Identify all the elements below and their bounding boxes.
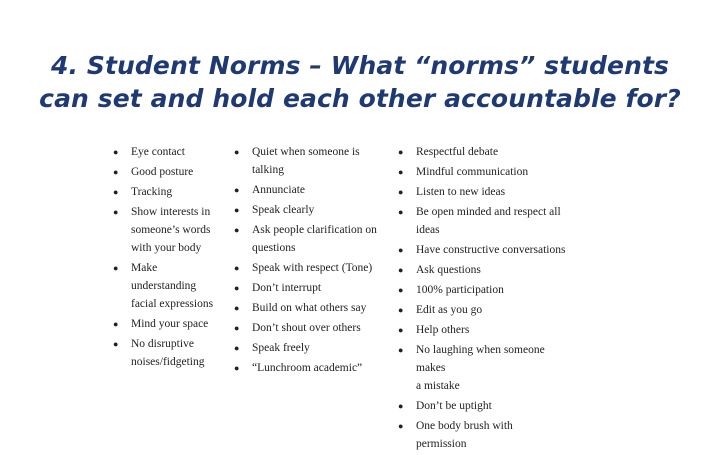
bullet-icon: ● bbox=[398, 421, 404, 431]
norm-item-text: Have constructive conversations bbox=[416, 244, 566, 256]
norm-item-text: Ask people clarification on bbox=[252, 224, 377, 236]
bullet-icon: ● bbox=[398, 187, 404, 197]
bullet-icon: ● bbox=[398, 305, 404, 315]
bullet-icon: ● bbox=[113, 339, 119, 349]
norm-item bbox=[398, 203, 566, 239]
norm-item-text: understanding bbox=[131, 280, 197, 292]
bullet-icon: ● bbox=[398, 285, 404, 295]
norm-item-text: Build on what others say bbox=[252, 302, 367, 314]
norm-item bbox=[113, 335, 216, 371]
slide-title-line-2: can set and hold each other accountable for? bbox=[39, 84, 681, 113]
norms-column-3 bbox=[398, 143, 566, 455]
norm-item bbox=[398, 321, 566, 339]
norms-column-2 bbox=[234, 143, 382, 379]
norm-item-text: Help others bbox=[416, 324, 470, 336]
norm-item-text: Be open minded and respect all bbox=[416, 206, 561, 218]
norm-item-text: Tracking bbox=[131, 186, 173, 198]
norm-item-text: One body brush with permission bbox=[416, 420, 513, 450]
norm-item bbox=[234, 319, 382, 337]
norm-item-text: Mind your space bbox=[131, 318, 209, 330]
norm-item bbox=[398, 341, 566, 395]
norms-column-1 bbox=[113, 143, 216, 373]
bullet-icon: ● bbox=[113, 263, 119, 273]
norm-item bbox=[234, 143, 382, 179]
bullet-icon: ● bbox=[398, 245, 404, 255]
norm-item-text: 100% participation bbox=[416, 284, 504, 296]
bullet-icon: ● bbox=[113, 147, 119, 157]
norm-item bbox=[113, 143, 216, 161]
bullet-icon: ● bbox=[398, 325, 404, 335]
bullet-icon: ● bbox=[113, 167, 119, 177]
slide-title bbox=[0, 49, 720, 115]
norm-item-text: with your body bbox=[131, 242, 202, 254]
norm-item bbox=[113, 315, 216, 333]
norm-item-text: ideas bbox=[416, 224, 440, 236]
norm-item bbox=[398, 301, 566, 319]
norm-item-text: Don’t shout over others bbox=[252, 322, 361, 334]
bullet-icon: ● bbox=[398, 265, 404, 275]
norm-item bbox=[113, 183, 216, 201]
norm-item bbox=[234, 359, 382, 377]
norm-item-text: Quiet when someone is talking bbox=[252, 146, 360, 176]
norm-item bbox=[234, 259, 382, 277]
norm-item-text: Good posture bbox=[131, 166, 194, 178]
bullet-icon: ● bbox=[113, 319, 119, 329]
norm-item bbox=[113, 203, 216, 257]
norm-item-text: facial expressions bbox=[131, 298, 214, 310]
norm-item bbox=[398, 163, 566, 181]
bullet-icon: ● bbox=[234, 225, 240, 235]
norm-item-text: No disruptive bbox=[131, 338, 194, 350]
slide-title-line-1: 4. Student Norms – What “norms” students bbox=[50, 51, 670, 80]
norm-item bbox=[398, 241, 566, 259]
bullet-icon: ● bbox=[234, 185, 240, 195]
norm-item-text: someone’s words bbox=[131, 224, 211, 236]
norm-item bbox=[234, 181, 382, 199]
norm-item-text: Ask questions bbox=[416, 264, 481, 276]
bullet-icon: ● bbox=[398, 401, 404, 411]
norm-item-text: No laughing when someone makes bbox=[416, 344, 545, 374]
norm-item bbox=[234, 299, 382, 317]
norm-item-text: Make bbox=[131, 262, 158, 274]
bullet-icon: ● bbox=[234, 323, 240, 333]
bullet-icon: ● bbox=[398, 167, 404, 177]
norm-item-text: noises/fidgeting bbox=[131, 356, 205, 368]
norm-item-text: questions bbox=[252, 242, 296, 254]
norm-item bbox=[398, 417, 566, 453]
norm-item bbox=[234, 221, 382, 257]
norm-item-text: a mistake bbox=[416, 380, 460, 392]
norm-item-text: “Lunchroom academic” bbox=[252, 362, 363, 374]
norm-item-text: Listen to new ideas bbox=[416, 186, 506, 198]
norm-item-text: Mindful communication bbox=[416, 166, 529, 178]
norm-item-text: Show interests in bbox=[131, 206, 211, 218]
norm-item bbox=[113, 163, 216, 181]
bullet-icon: ● bbox=[398, 147, 404, 157]
norm-item-text: Don’t interrupt bbox=[252, 282, 322, 294]
bullet-icon: ● bbox=[234, 263, 240, 273]
bullet-icon: ● bbox=[234, 363, 240, 373]
bullet-icon: ● bbox=[234, 283, 240, 293]
norm-item bbox=[234, 339, 382, 357]
norm-item-text: Don’t be uptight bbox=[416, 400, 492, 412]
norm-item bbox=[234, 201, 382, 219]
bullet-icon: ● bbox=[234, 205, 240, 215]
norm-item-text: Eye contact bbox=[131, 146, 185, 158]
norm-item-text: Speak freely bbox=[252, 342, 310, 354]
bullet-icon: ● bbox=[113, 207, 119, 217]
bullet-icon: ● bbox=[234, 343, 240, 353]
bullet-icon: ● bbox=[398, 345, 404, 355]
norm-item bbox=[398, 397, 566, 415]
bullet-icon: ● bbox=[234, 303, 240, 313]
norm-item-text: Speak clearly bbox=[252, 204, 315, 216]
bullet-icon: ● bbox=[234, 147, 240, 157]
norm-item bbox=[234, 279, 382, 297]
norm-item bbox=[398, 183, 566, 201]
bullet-icon: ● bbox=[113, 187, 119, 197]
norm-item bbox=[113, 259, 216, 313]
norm-item-text: Respectful debate bbox=[416, 146, 499, 158]
norm-item-text: Speak with respect (Tone) bbox=[252, 262, 373, 274]
norm-item bbox=[398, 281, 566, 299]
norm-item-text: Edit as you go bbox=[416, 304, 483, 316]
bullet-icon: ● bbox=[398, 207, 404, 217]
norm-item-text: Annunciate bbox=[252, 184, 306, 196]
norm-item bbox=[398, 261, 566, 279]
norm-item bbox=[398, 143, 566, 161]
